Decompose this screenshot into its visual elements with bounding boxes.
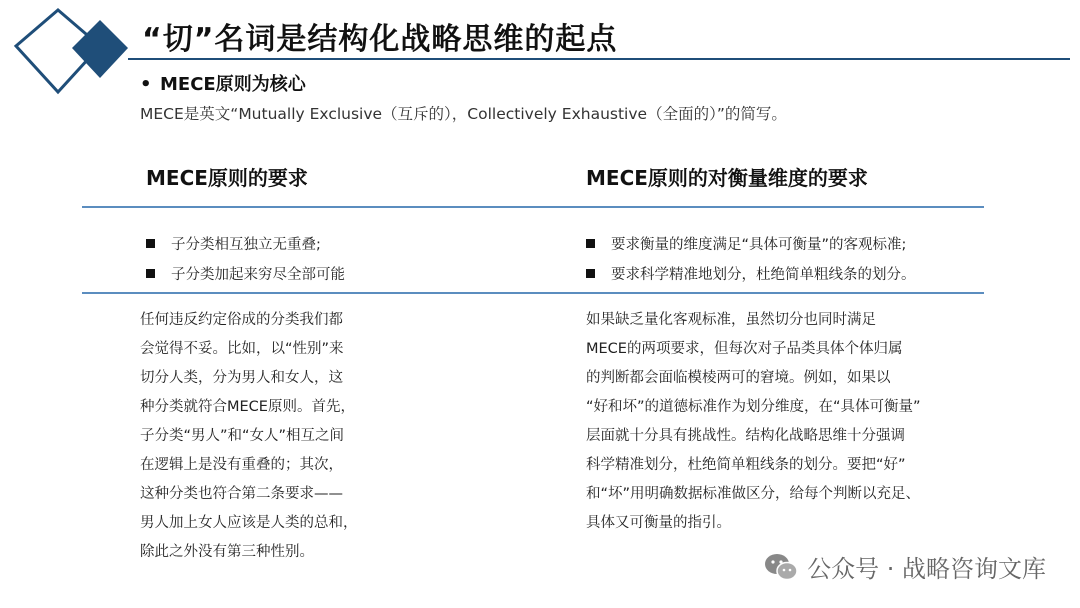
left-top-divider bbox=[82, 206, 534, 208]
bullet-heading bbox=[140, 70, 306, 96]
intro-text: MECE是英文“Mutually Exclusive（互斥的），Collectively Exhaustive（全面的）”的简写。 bbox=[140, 105, 787, 123]
watermark bbox=[763, 549, 1046, 584]
left-requirements-list bbox=[146, 230, 345, 290]
left-bottom-divider bbox=[82, 292, 534, 294]
right-requirements-list bbox=[586, 230, 916, 290]
list-item: 要求科学精准地划分，杜绝简单粗线条的划分。 bbox=[586, 260, 916, 290]
square-bullet-icon bbox=[146, 269, 155, 278]
square-bullet-icon bbox=[586, 239, 595, 248]
title-divider bbox=[128, 58, 1070, 60]
square-bullet-icon bbox=[586, 269, 595, 278]
right-top-divider bbox=[534, 206, 984, 208]
left-paragraph: 任何违反约定俗成的分类我们都 会觉得不妥。比如，以“性别”来 切分人类，分为男人和女人，这 种分类就符合MECE原则。首先， 子分类“男人”和“女人”相互之间 在逻辑上是没有重叠的；其次， 这种分类也符合第二条要求—— 男人加上女人应该是人类的总和， 除此之外没有第三种性别。 bbox=[140, 312, 358, 560]
wechat-icon bbox=[763, 552, 799, 582]
list-item: 子分类相互独立无重叠; bbox=[146, 230, 345, 260]
list-item: 子分类加起来穷尽全部可能 bbox=[146, 260, 345, 290]
right-column-heading: MECE原则的对衡量维度的要求 bbox=[586, 166, 868, 190]
right-bottom-divider bbox=[534, 292, 984, 294]
list-item: 要求衡量的维度满足“具体可衡量”的客观标准; bbox=[586, 230, 916, 260]
square-bullet-icon bbox=[146, 239, 155, 248]
watermark-text: 公众号 · 战略咨询文库 bbox=[807, 555, 1046, 583]
bullet-heading-text: MECE原则为核心 bbox=[160, 74, 306, 95]
page-title: “切”名词是结构化战略思维的起点 bbox=[142, 22, 618, 57]
bullet-dot-icon: • bbox=[140, 74, 152, 95]
right-paragraph: 如果缺乏量化客观标准，虽然切分也同时满足 MECE的两项要求，但每次对子品类具体个体归属 的判断都会面临模棱两可的窘境。例如，如果以 “好和坏”的道德标准作为划分维度，在“具体可衡量” 层面就十分具有挑战性。结构化战略思维十分强调 科学精准划分，杜绝简单粗线条的划分。要把“好” 和“坏”用明确数据标准做区分，给每个判断以充足、 具体又可衡量的指引。 bbox=[586, 312, 921, 531]
diamond-logo-icon bbox=[0, 0, 150, 100]
left-column-heading: MECE原则的要求 bbox=[146, 166, 308, 190]
